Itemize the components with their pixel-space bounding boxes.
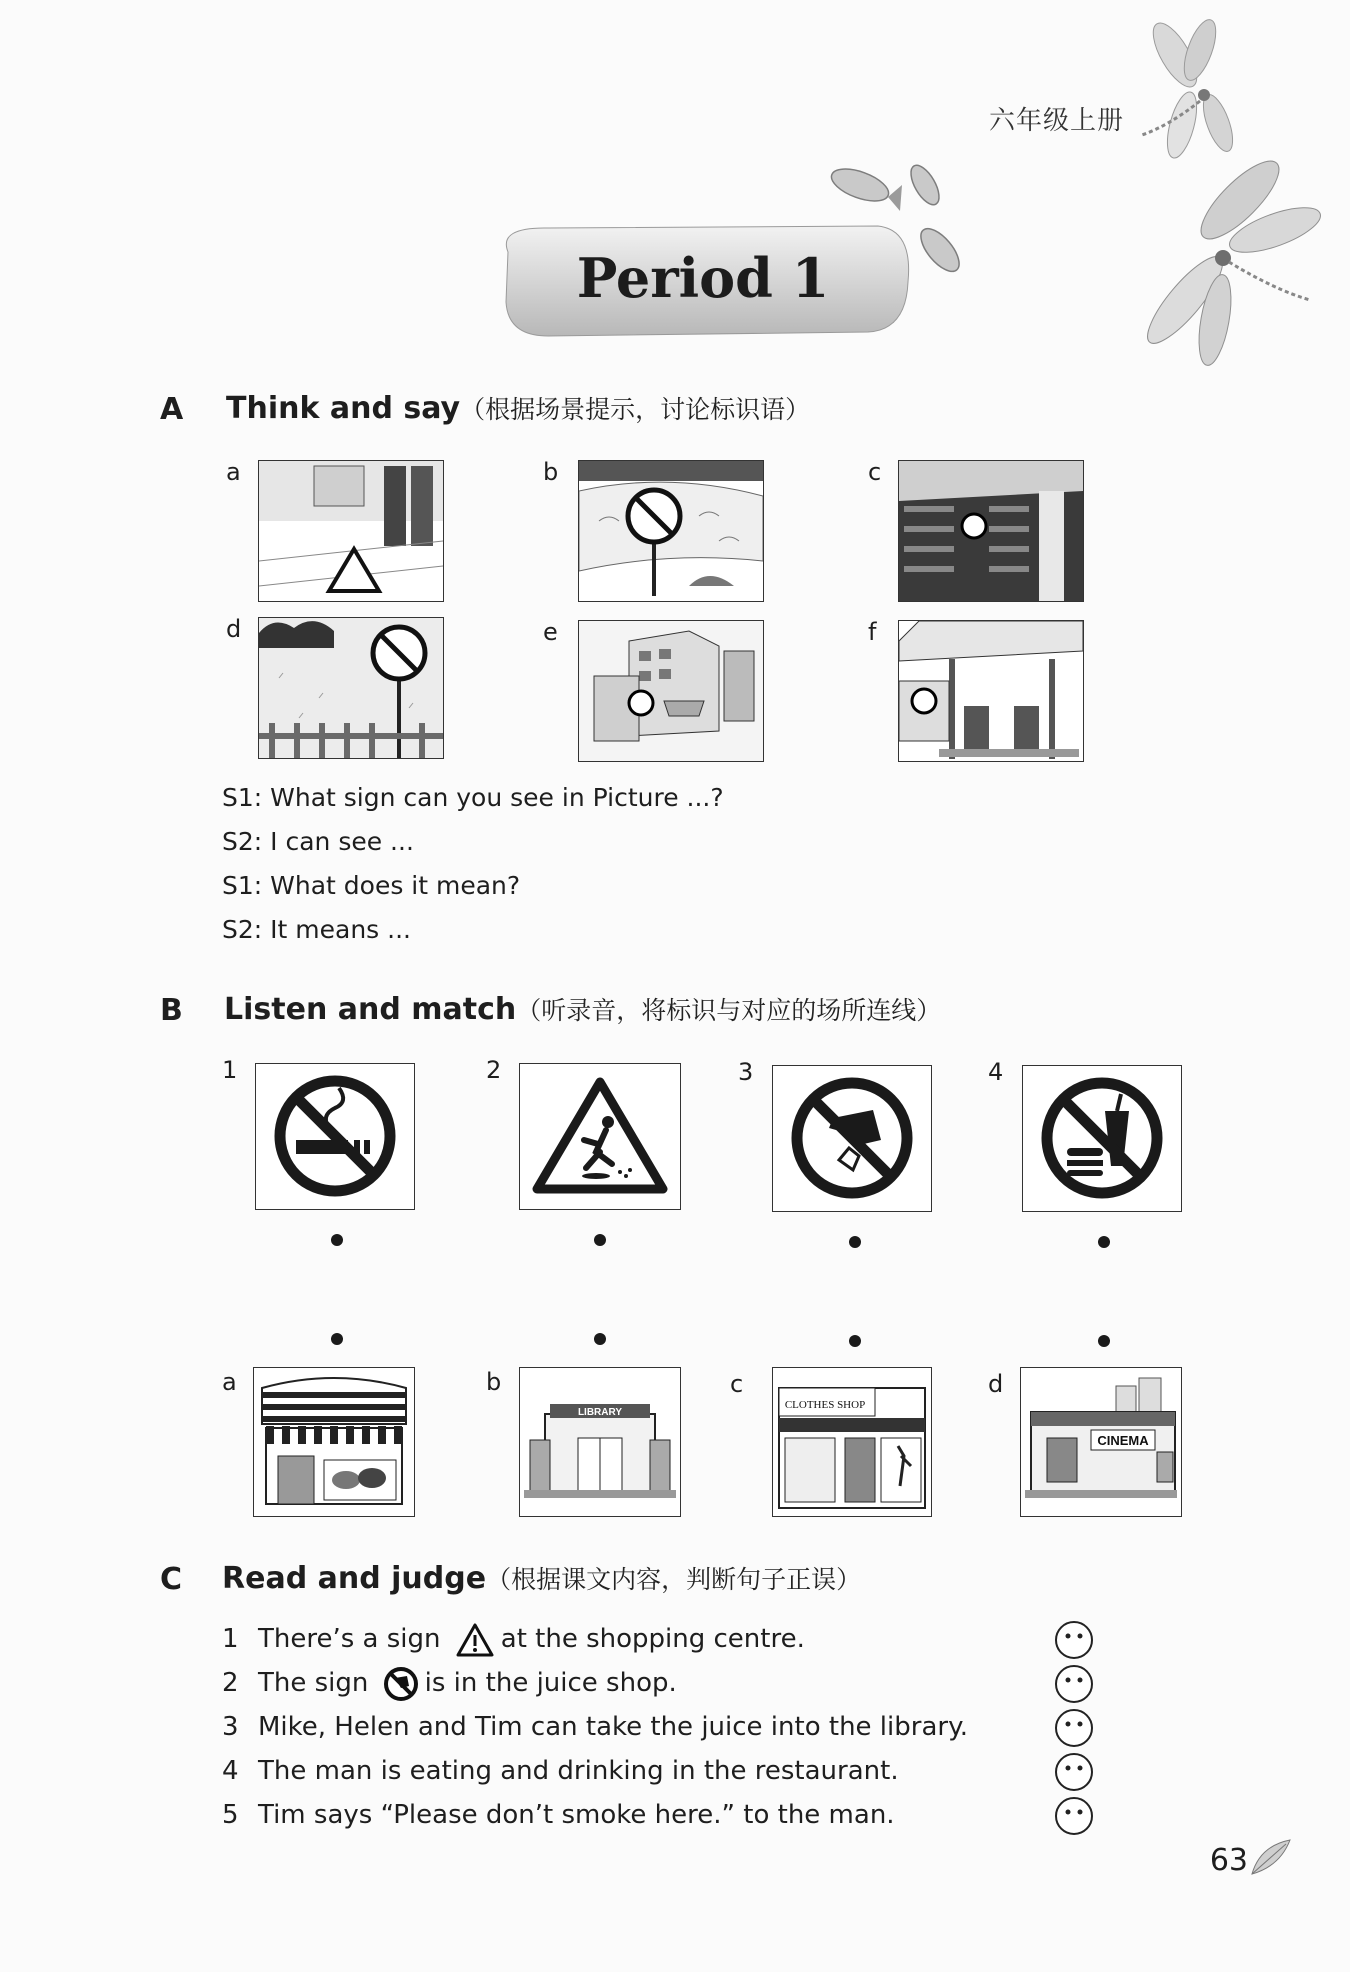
no-smoking-icon xyxy=(256,1064,414,1209)
sentence-5 xyxy=(222,1793,1022,1837)
grade-label: 六年级上册 xyxy=(988,106,1124,136)
no-touching-icon xyxy=(773,1066,931,1211)
slippery-floor-icon xyxy=(520,1064,680,1209)
sentence-3 xyxy=(222,1705,1022,1749)
cinema-icon xyxy=(1021,1368,1181,1516)
place-a-food-shop xyxy=(253,1367,415,1517)
sentence-1 xyxy=(222,1617,1022,1661)
match-dot-place-c[interactable] xyxy=(849,1335,861,1347)
judge-face-icon-3[interactable] xyxy=(1054,1708,1094,1748)
no-touching-round-icon xyxy=(383,1666,419,1702)
section-c-title xyxy=(222,1560,861,1596)
place-c-clothes-shop xyxy=(772,1367,932,1517)
place-label-a: a xyxy=(222,1368,237,1396)
match-dot-place-d[interactable] xyxy=(1098,1335,1110,1347)
sentence-number: 5 xyxy=(222,1800,239,1830)
match-dot-place-b[interactable] xyxy=(594,1333,606,1345)
match-dot-place-a[interactable] xyxy=(331,1333,343,1345)
place-label-c: c xyxy=(730,1370,744,1398)
sentence-text: There’s a sign xyxy=(258,1624,441,1654)
food-shop-icon xyxy=(254,1368,414,1516)
place-d-cinema xyxy=(1020,1367,1182,1517)
no-eating-drinking-icon xyxy=(1023,1066,1181,1211)
picture-label-e: e xyxy=(543,618,558,646)
sentence-text: Mike, Helen and Tim can take the juice into the library. xyxy=(258,1712,969,1742)
leaf-icon xyxy=(1250,1838,1292,1878)
sentence-text: Tim says “Please don’t smoke here.” to the man. xyxy=(258,1800,895,1830)
sign-4-no-eating-drinking xyxy=(1022,1065,1182,1212)
library-icon xyxy=(520,1368,680,1516)
sentence-text: at the shopping centre. xyxy=(500,1624,805,1654)
sentence-number: 1 xyxy=(222,1624,239,1654)
dragonfly-right-icon xyxy=(1125,150,1325,370)
sign-1-no-smoking xyxy=(255,1063,415,1210)
section-b-letter: B xyxy=(160,993,183,1028)
section-c-note: （根据课文内容，判断句子正误） xyxy=(486,1565,862,1594)
picture-e-building xyxy=(578,620,764,762)
section-a-title xyxy=(226,390,810,426)
picture-label-b: b xyxy=(543,458,559,486)
picture-label-c: c xyxy=(868,458,882,486)
section-b-title-text: Listen and match xyxy=(224,992,517,1027)
dialogue-line-1: S1: What sign can you see in Picture ...? xyxy=(222,783,724,812)
picture-f-petrol-station xyxy=(898,620,1084,762)
clothes-shop-icon xyxy=(773,1368,931,1516)
sentence-4 xyxy=(222,1749,1022,1793)
sentence-number: 3 xyxy=(222,1712,239,1742)
judge-face-icon-1[interactable] xyxy=(1054,1620,1094,1660)
warning-triangle-icon xyxy=(455,1622,495,1658)
section-a-letter: A xyxy=(160,392,184,427)
dialogue-line-2: S2: I can see ... xyxy=(222,827,414,856)
place-label-d: d xyxy=(988,1370,1004,1398)
sign-label-1: 1 xyxy=(222,1056,238,1084)
match-dot-sign-3[interactable] xyxy=(849,1236,861,1248)
section-c-title-text: Read and judge xyxy=(222,1561,487,1596)
picture-label-f: f xyxy=(868,618,877,646)
sentence-number: 4 xyxy=(222,1756,239,1786)
clothes-shop-sign-text: CLOTHES SHOP xyxy=(784,1399,866,1411)
picture-label-d: d xyxy=(226,615,242,643)
dialogue xyxy=(222,776,724,952)
sign-label-2: 2 xyxy=(486,1056,502,1084)
picture-b-pond-no-fishing xyxy=(578,460,764,602)
section-a-note: （根据场景提示，讨论标识语） xyxy=(460,395,811,424)
title-banner xyxy=(488,222,918,340)
sign-2-slippery-floor xyxy=(519,1063,681,1210)
picture-d-lawn-sign xyxy=(258,617,444,759)
dialogue-line-4: S2: It means ... xyxy=(222,915,411,944)
match-dot-sign-4[interactable] xyxy=(1098,1236,1110,1248)
sentence-2 xyxy=(222,1661,1022,1705)
place-label-b: b xyxy=(486,1368,502,1396)
page-title: Period 1 xyxy=(576,246,830,310)
place-b-library xyxy=(519,1367,681,1517)
sign-label-3: 3 xyxy=(738,1058,754,1086)
dialogue-line-3: S1: What does it mean? xyxy=(222,871,521,900)
section-b-note: （听录音，将标识与对应的场所连线） xyxy=(516,996,942,1025)
library-sign-text: LIBRARY xyxy=(577,1407,623,1418)
match-dot-sign-1[interactable] xyxy=(331,1234,343,1246)
sentence-text: The man is eating and drinking in the restaurant. xyxy=(258,1756,899,1786)
cinema-sign-text: CINEMA xyxy=(1097,1433,1149,1448)
picture-label-a: a xyxy=(226,458,241,486)
sign-3-no-touching xyxy=(772,1065,932,1212)
warning-sign-shape xyxy=(329,549,379,591)
sign-label-4: 4 xyxy=(988,1058,1004,1086)
section-c-letter: C xyxy=(160,1562,183,1597)
judge-face-icon-2[interactable] xyxy=(1054,1664,1094,1704)
section-b-title xyxy=(224,991,941,1027)
section-a-title-text: Think and say xyxy=(226,391,461,426)
page-number: 63 xyxy=(1209,1843,1248,1878)
sentence-text: The sign xyxy=(258,1668,369,1698)
picture-c-library-shelves xyxy=(898,460,1084,602)
sentence-text: is in the juice shop. xyxy=(424,1668,677,1698)
sentence-number: 2 xyxy=(222,1668,239,1698)
match-dot-sign-2[interactable] xyxy=(594,1234,606,1246)
dragonfly-top-icon xyxy=(1120,15,1260,165)
picture-a-mall-wet-floor xyxy=(258,460,444,602)
judge-face-icon-5[interactable] xyxy=(1054,1796,1094,1836)
judge-face-icon-4[interactable] xyxy=(1054,1752,1094,1792)
